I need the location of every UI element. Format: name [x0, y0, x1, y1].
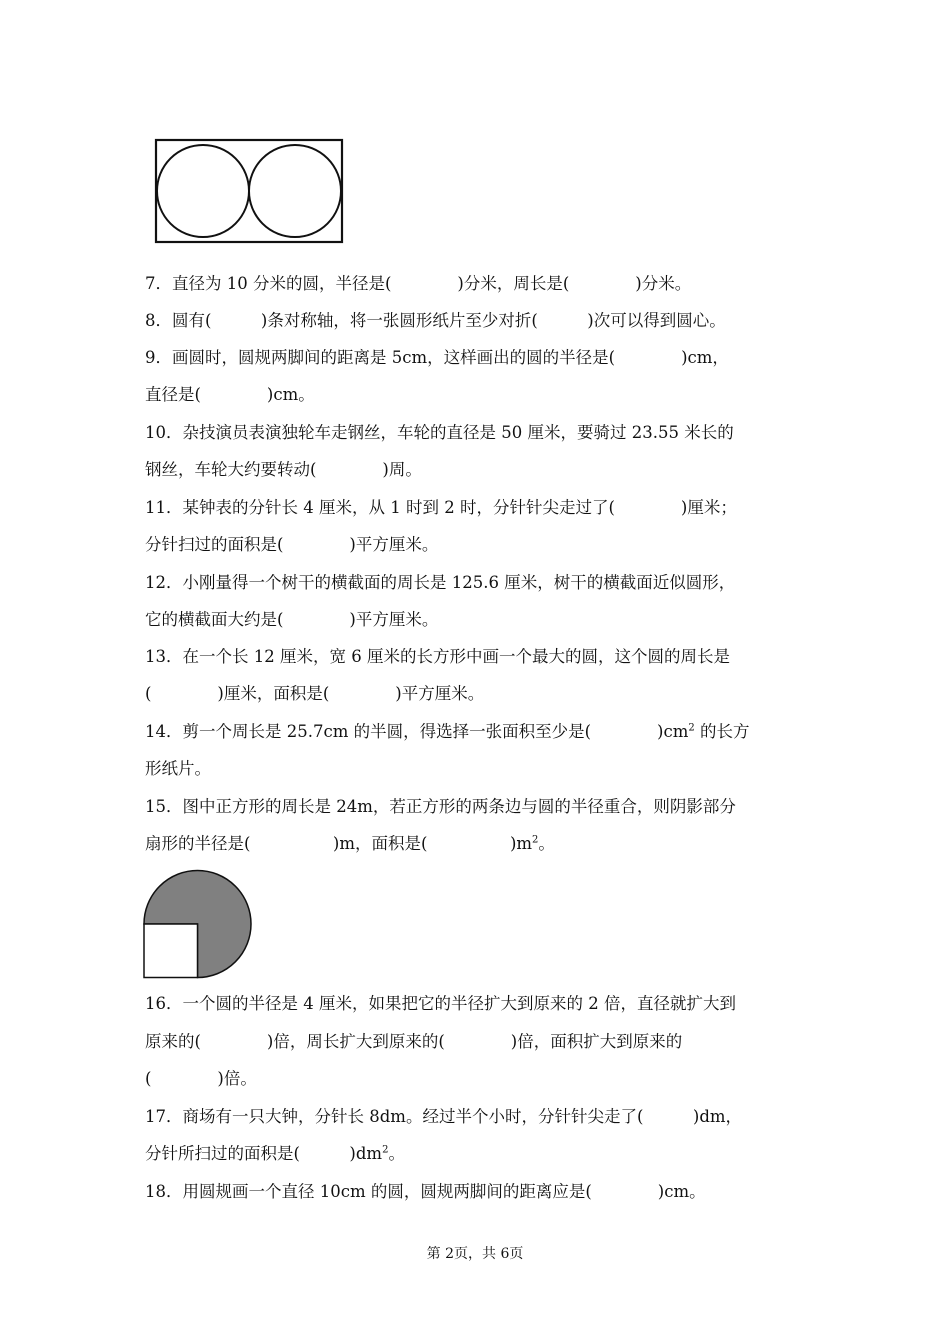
- question-16-line-1: [145, 993, 736, 1015]
- question-text: 杂技演员表演独轮车走钢丝，车轮的直径是 50 厘米，要骑过 23.55 米长的: [182, 423, 734, 442]
- question-text: 图中正方形的周长是 24m，若正方形的两条边与圆的半径重合，则阴影部分: [182, 797, 736, 816]
- question-text: 分针扫过的面积是( )平方厘米。: [145, 535, 439, 554]
- question-9-line-2: [145, 384, 315, 406]
- question-text: 直径为 10 分米的圆，半径是( )分米，周长是( )分米。: [172, 274, 692, 293]
- question-12-line-1: [145, 572, 735, 594]
- question-number: 9．: [145, 348, 172, 367]
- question-text: 一个圆的半径是 4 厘米，如果把它的半径扩大到原来的 2 倍，直径就扩大到: [182, 994, 736, 1013]
- question-text: 用圆规画一个直径 10cm 的圆，圆规两脚间的距离应是( )cm。: [182, 1182, 706, 1201]
- question-number: 17．: [145, 1107, 183, 1126]
- question-text: ( )倍。: [145, 1069, 257, 1088]
- left-circle: [157, 145, 249, 237]
- question-text: 直径是( )cm。: [145, 385, 315, 404]
- question-number: 13．: [145, 647, 183, 666]
- question-10-line-1: [145, 422, 734, 444]
- question-text: 它的横截面大约是( )平方厘米。: [145, 610, 439, 629]
- question-11-line-2: [145, 534, 438, 556]
- question-13-line-2: [145, 683, 484, 705]
- question-text: 分针所扫过的面积是( )dm: [145, 1144, 383, 1163]
- question-text: 商场有一只大钟，分针长 8dm。经过半个小时，分针针尖走了( )dm，: [182, 1107, 743, 1126]
- question-16-line-2: [145, 1031, 682, 1053]
- superscript-2: 2: [532, 834, 539, 846]
- superscript-2: 2: [688, 722, 695, 734]
- question-number: 10．: [145, 423, 183, 442]
- question-text: 圆有( )条对称轴，将一张圆形纸片至少对折( )次可以得到圆心。: [172, 311, 726, 330]
- question-8-line-1: [145, 310, 726, 332]
- question-text: 钢丝，车轮大约要转动( )周。: [145, 460, 422, 479]
- question-text: 原来的( )倍，周长扩大到原来的( )倍，面积扩大到原来的: [145, 1032, 683, 1051]
- question-text: 扇形的半径是( )m，面积是( )m: [145, 834, 533, 853]
- two-circles-rectangle-figure: [150, 135, 350, 247]
- question-text: 剪一个周长是 25.7cm 的半圆，得选择一张面积至少是( )cm: [182, 722, 689, 741]
- question-text: 某钟表的分针长 4 厘米，从 1 时到 2 时，分针针尖走过了( )厘米；: [182, 498, 737, 517]
- question-13-line-1: [145, 646, 730, 668]
- page-footer: 第 2页，共 6页: [426, 1246, 524, 1262]
- question-7-line-1: [145, 273, 691, 295]
- question-text: 形纸片。: [145, 759, 211, 778]
- question-number: 14．: [145, 722, 183, 741]
- question-number: 11．: [145, 498, 183, 517]
- superscript-2: 2: [382, 1144, 389, 1156]
- question-15-line-2: [145, 833, 555, 855]
- question-number: 7．: [145, 274, 172, 293]
- question-text: 。: [538, 834, 555, 853]
- question-text: 。: [388, 1144, 405, 1163]
- question-9-line-1: [145, 347, 729, 369]
- square: [144, 924, 198, 978]
- question-number: 12．: [145, 573, 183, 592]
- question-12-line-2: [145, 609, 438, 631]
- question-text: 的长方: [694, 722, 750, 741]
- question-number: 18．: [145, 1182, 183, 1201]
- question-16-line-3: [145, 1068, 257, 1090]
- question-text: 在一个长 12 厘米，宽 6 厘米的长方形中画一个最大的圆，这个圆的周长是: [182, 647, 730, 666]
- question-14-line-2: [145, 758, 211, 780]
- question-17-line-2: [145, 1143, 405, 1165]
- question-10-line-2: [145, 459, 422, 481]
- question-11-line-1: [145, 497, 737, 519]
- question-14-line-1: [145, 721, 750, 743]
- shaded-sector-figure: [140, 868, 256, 980]
- question-text: 画圆时，圆规两脚间的距离是 5cm，这样画出的圆的半径是( )cm，: [172, 348, 729, 367]
- right-circle: [249, 145, 341, 237]
- question-17-line-1: [145, 1106, 742, 1128]
- question-text: 小刚量得一个树干的横截面的周长是 125.6 厘米，树干的横截面近似圆形，: [182, 573, 736, 592]
- question-15-line-1: [145, 796, 736, 818]
- question-text: ( )厘米，面积是( )平方厘米。: [145, 684, 485, 703]
- question-18-line-1: [145, 1181, 706, 1203]
- question-number: 8．: [145, 311, 172, 330]
- question-number: 16．: [145, 994, 183, 1013]
- question-number: 15．: [145, 797, 183, 816]
